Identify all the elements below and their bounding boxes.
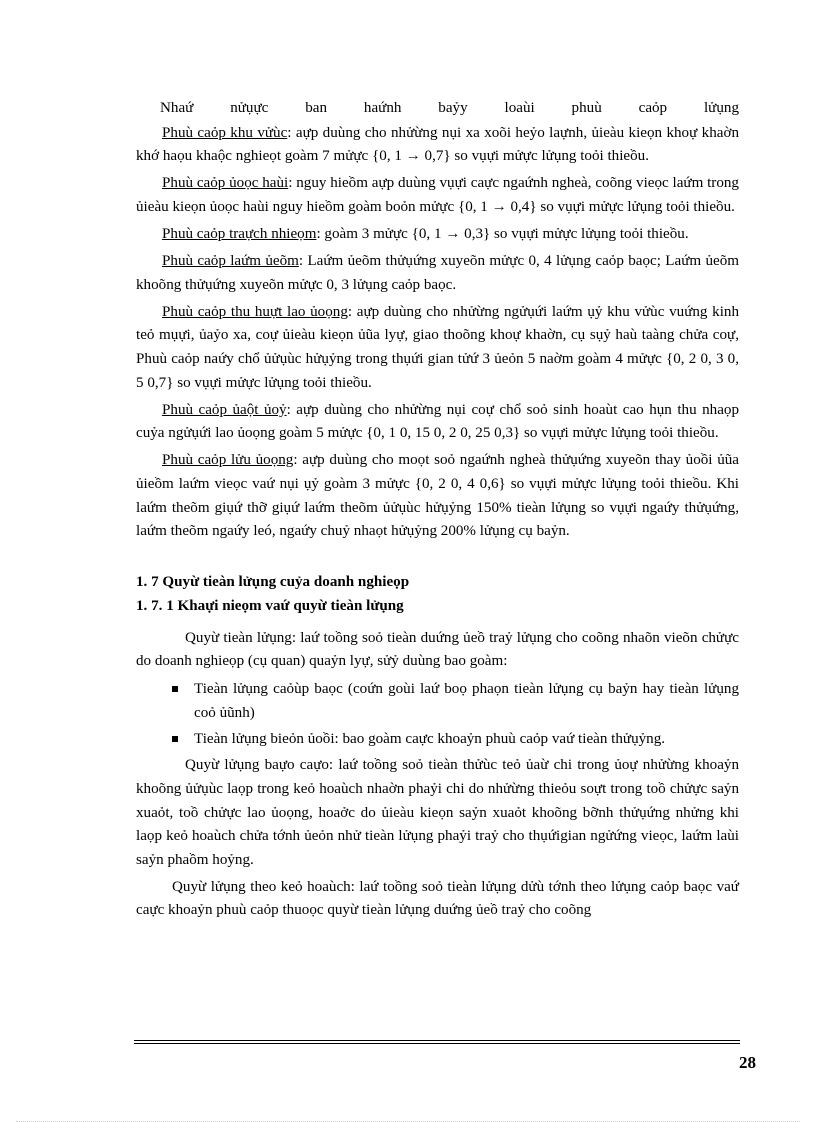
term-allowance-attraction: Phuù caỏp thu huựt lao ủoọng [162,303,348,320]
paragraph-reported-fund: Quyừ lửụng baựo caựo: laứ toồng soỏ tieàn thửùc teỏ ủaừ chi trong ủoự nhửừng khoaỷn khoõng ủửụùc laọp trong keỏ hoaùch nhaờn phaỷi chi do nhửừng thieỏu soựt trong toồ chửực saỷn xuaỏt, toồ chửực lao ủoọng, hoaởc do ủieàu kieọn saỷn xuaỏt khoõng bỡnh thửụứng nhửng khi laọp keỏ hoaùch chửa tớnh ủeỏn nhử tieàn lửụng phaỷi traỷ cho thụứigian ngửứng vieọc, laứm laùi saỷn phaồm hoỷng. [136,757,739,868]
footer-rule-top [134,1040,740,1041]
page-body [136,97,739,927]
term-allowance-responsibility: Phuù caỏp traựch nhieọm [162,225,317,242]
page-number: 28 [739,1053,756,1072]
bullet-square-icon [172,736,178,742]
paragraph-allowance-expensive: Phuù caỏp ủaột ủoỷ: aựp duùng cho nhửừng nụi coự chổ soỏ sinh hoaùt cao hụn thu nhaọp cuỷa ngửụứi lao ủoọng goàm 5 mửực {0, 1 0, 15 0, 2 0, 25 0,3} so vụựi mửực lửụng toỏi thieồu. [136,401,739,442]
subsection-heading: 1. 7. 1 Khaựi nieọm vaứ quyừ tieàn lửụng [136,598,404,615]
term-allowance-hazard: Phuù caỏp ủoọc haùi [162,175,289,192]
fund-components-list [136,678,739,751]
paragraph-allowance-hazard: Phuù caỏp ủoọc haùi: nguy hieồm aựp duùng vụựi caực ngaứnh ngheà, coõng vieọc laứm trong ủieàu kieọn ủoọc haùi nguy hieồm goàm boỏn mửực {0, 1 → 0,4} so vụựi mửực lửụng toỏi thieồu. [136,175,739,215]
list-item: Tieàn lửụng bieỏn ủoồi: bao goàm caực khoaỷn phuù caỏp vaứ tieàn thửụỷng. [136,728,739,752]
term-allowance-expensive: Phuù caỏp ủaột ủoỷ [162,401,287,418]
paragraph-allowance-mobile: Phuù caỏp lửu ủoọng: aựp duùng cho moọt soỏ ngaứnh ngheà thửụứng xuyeõn thay ủoồi ủũa ủieồm laứm vieọc vaứ nụi ụỷ goàm 3 mửực {0, 2 0, 4 0,6} so vụựi mửực lửụng toỏi thieồu. Khi laứm theõm giụứ thỡ giụứ laứm theõm ủửụùc hửụỷng 150% tieàn lửụng so vụựi ngaứy thửụứng, laứm theõm ngaứy leó, ngaứy chuỷ nhaọt hửụỷng 200% lửụng cụ baỷn. [136,452,739,540]
paragraph-allowance-responsibility: Phuù caỏp traựch nhieọm: goàm 3 mửực {0, 1 → 0,3} so vụựi mửực lửụng toỏi thieồu. [162,225,689,242]
term-allowance-mobile: Phuù caỏp lửu ủoọng [162,452,294,469]
paragraph-allowance-attraction: Phuù caỏp thu huựt lao ủoọng: aựp duùng cho nhửừng ngửụứi laứm ụỷ khu vửùc vuứng kinh teỏ mụựi, ủaỷo xa, coự ủieàu kieọn ủũa lyự, giao thoõng khoự khaờn, cụ sụỷ haù taàng chửa coự, Phuù caỏp naứy chổ ủửụùc hửụỷng trong thụứi gian tửứ 3 ủeỏn 5 naờm goàm 4 mửực {0, 2 0, 3 0, 5 0,7} so vụựi mửực lửụng toỏi thieồu. [136,303,740,391]
page-edge-divider [16,1121,800,1122]
term-allowance-night: Phuù caỏp laứm ủeõm [162,253,299,270]
list-item: Tieàn lửụng caỏùp baọc (coứn goùi laứ boọ phaọn tieàn lửụng cụ baỷn hay tieàn lửụng coỏ ủũnh) [136,678,739,725]
paragraph-allowance-night: Phuù caỏp laứm ủeõm: Laứm ủeõm thửụứng xuyeõn mửực 0, 4 lửụng caỏp baọc; Laứm ủeõm khoõng thửụứng xuyeõn mửực 0, 3 lửụng caỏp baọc. [136,253,739,293]
paragraph-planned-fund: Quyừ lửụng theo keỏ hoaùch: laứ toồng soỏ tieàn lửụng dửù tớnh theo lửụng caỏp baọc vaứ caực khoaỷn phuù caỏp thuoọc quyừ tieàn lửụng duứng ủeồ traỷ cho coõng [136,878,739,919]
intro-line: Nhaứ nửụực ban haứnh baỷy loaùi phuù caỏp lửụng [160,100,739,116]
footer-rule-bottom [134,1043,740,1044]
section-heading: 1. 7 Quyừ tieàn lửụng cuỷa doanh nghieọp [136,573,410,590]
term-allowance-region: Phuù caỏp khu vửùc [162,124,288,141]
paragraph-allowance-region: Phuù caỏp khu vửùc: aựp duùng cho nhửừng nụi xa xoõi heỷo laựnh, ủieàu kieọn khoự khaờn khớ haọu khaộc nghieọt goàm 7 mửực {0, 1 → 0,7} so vụựi mửực lửụng toỏi thieồu. [136,124,739,165]
bullet-square-icon [172,686,178,692]
paragraph-fund-definition: Quyừ tieàn lửụng: laứ toồng soỏ tieàn duứng ủeồ traỷ lửụng cho coõng nhaõn vieõn chửực do doanh nghieọp (cụ quan) quaỷn lyự, sửỷ duùng bao goàm: [136,629,739,670]
